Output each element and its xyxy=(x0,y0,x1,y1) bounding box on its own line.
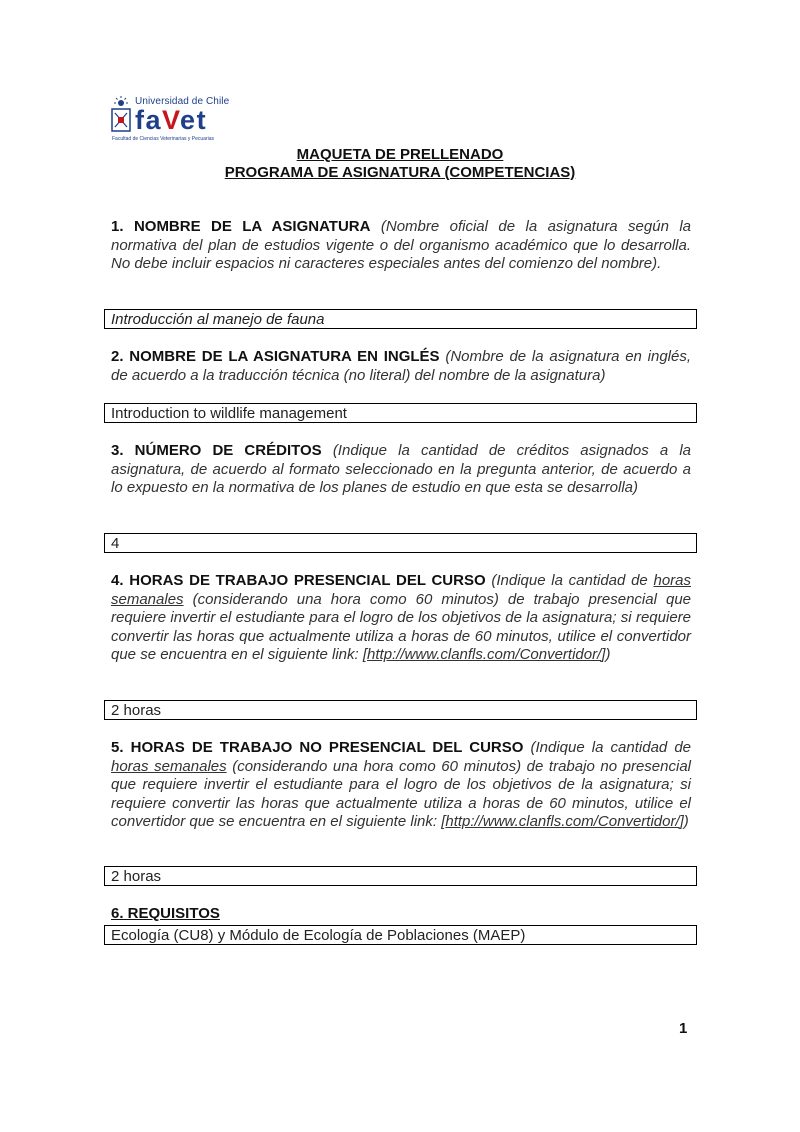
section-5-weekly-hours: horas semanales xyxy=(111,757,227,775)
section-5-converter-link[interactable]: http://www.clanfls.com/Convertidor/ xyxy=(445,813,680,830)
section-2-answer-field[interactable]: Introduction to wildlife management xyxy=(104,403,697,423)
logo-university-name: Universidad de Chile xyxy=(135,96,230,107)
logo-wordmark xyxy=(135,104,207,136)
section-6-answer-field[interactable]: Ecología (CU8) y Módulo de Ecología de Poblaciones (MAEP) xyxy=(104,925,697,945)
section-4-converter-link[interactable]: http://www.clanfls.com/Convertidor/ xyxy=(367,646,602,663)
section-5-heading: HORAS DE TRABAJO NO PRESENCIAL DEL CURSO xyxy=(130,739,524,756)
section-3-heading: NÚMERO DE CRÉDITOS xyxy=(134,442,322,459)
section-1-number: 1. xyxy=(111,218,124,235)
section-4-question xyxy=(111,572,691,665)
section-6-heading: 6. REQUISITOS xyxy=(111,905,220,922)
section-2-description: (Nombre de la asignatura en inglés, de acuerdo a la traducción técnica (no literal) del nombre de la asignatura) xyxy=(111,348,692,384)
section-1-description: (Nombre oficial de la asignatura según la normativa del plan de estudios vigente o del organismo académico que lo desarrolla. No debe incluir espacios ni caracteres especiales antes del comienzo del nombre). xyxy=(111,218,692,272)
document-title-line1: MAQUETA DE PRELLENADO xyxy=(296,146,504,163)
section-4-answer-field[interactable]: 2 horas xyxy=(104,700,697,720)
section-5-answer-field[interactable]: 2 horas xyxy=(104,866,697,886)
section-4-description-b: (considerando una hora como 60 minutos) de trabajo presencial que requiere invertir el estudiante para el logro de los objetivos de la asignatura; si requiere convertir las horas que actualmente utiliza a horas de 60 minutos, utilice el convertidor que se encuentra en el siguiente link: [ xyxy=(111,590,692,663)
university-emblem-icon xyxy=(110,96,132,136)
section-1-question xyxy=(111,218,691,274)
page-number: 1 xyxy=(679,1020,688,1037)
logo-faculty-name: Facultad de Ciencias Veterinarias y Pecuarias xyxy=(112,136,214,142)
section-3-question xyxy=(111,442,691,498)
section-5-question xyxy=(111,739,691,832)
document-title-line2: PROGRAMA DE ASIGNATURA (COMPETENCIAS) xyxy=(224,164,576,181)
section-5-number: 5. xyxy=(111,739,124,756)
section-1-answer-field[interactable]: Introducción al manejo de fauna xyxy=(104,309,697,329)
logo-word-et: et xyxy=(180,105,208,135)
section-3-number: 3. xyxy=(111,442,124,459)
section-5-description-b: (considerando una hora como 60 minutos) de trabajo no presencial que requiere invertir el estudiante para el logro de los objetivos de la asignatura; si requiere convertir las horas que actualmente utiliza a horas de 60 minutos, utilice el convertidor que se encuentra en el siguiente link: [ xyxy=(111,757,691,830)
section-4-weekly-hours: horas semanales xyxy=(111,572,692,608)
section-5-description-c: ]) xyxy=(679,813,689,830)
section-2-heading: NOMBRE DE LA ASIGNATURA EN INGLÉS xyxy=(129,348,440,365)
section-2-number: 2. xyxy=(111,348,124,365)
section-4-number: 4. xyxy=(111,572,124,589)
section-4-heading: HORAS DE TRABAJO PRESENCIAL DEL CURSO xyxy=(129,572,486,589)
section-3-answer-field[interactable]: 4 xyxy=(104,533,697,553)
section-4-description-a: (Indique la cantidad de xyxy=(491,572,648,589)
section-5-description-a: (Indique la cantidad de xyxy=(530,739,692,756)
section-1-heading: NOMBRE DE LA ASIGNATURA xyxy=(133,218,371,235)
favet-logo xyxy=(110,96,230,146)
logo-word-fa: fa xyxy=(135,105,163,135)
section-3-description: (Indique la cantidad de créditos asignados a la asignatura, de acuerdo al formato seleccionado en la pregunta anterior, de acuerdo a lo expuesto en la normativa de los planes de estudio en que esta se desarrolla) xyxy=(111,442,691,496)
section-2-question xyxy=(111,348,691,385)
section-4-description-c: ]) xyxy=(601,646,611,663)
logo-word-v: V xyxy=(162,105,181,135)
